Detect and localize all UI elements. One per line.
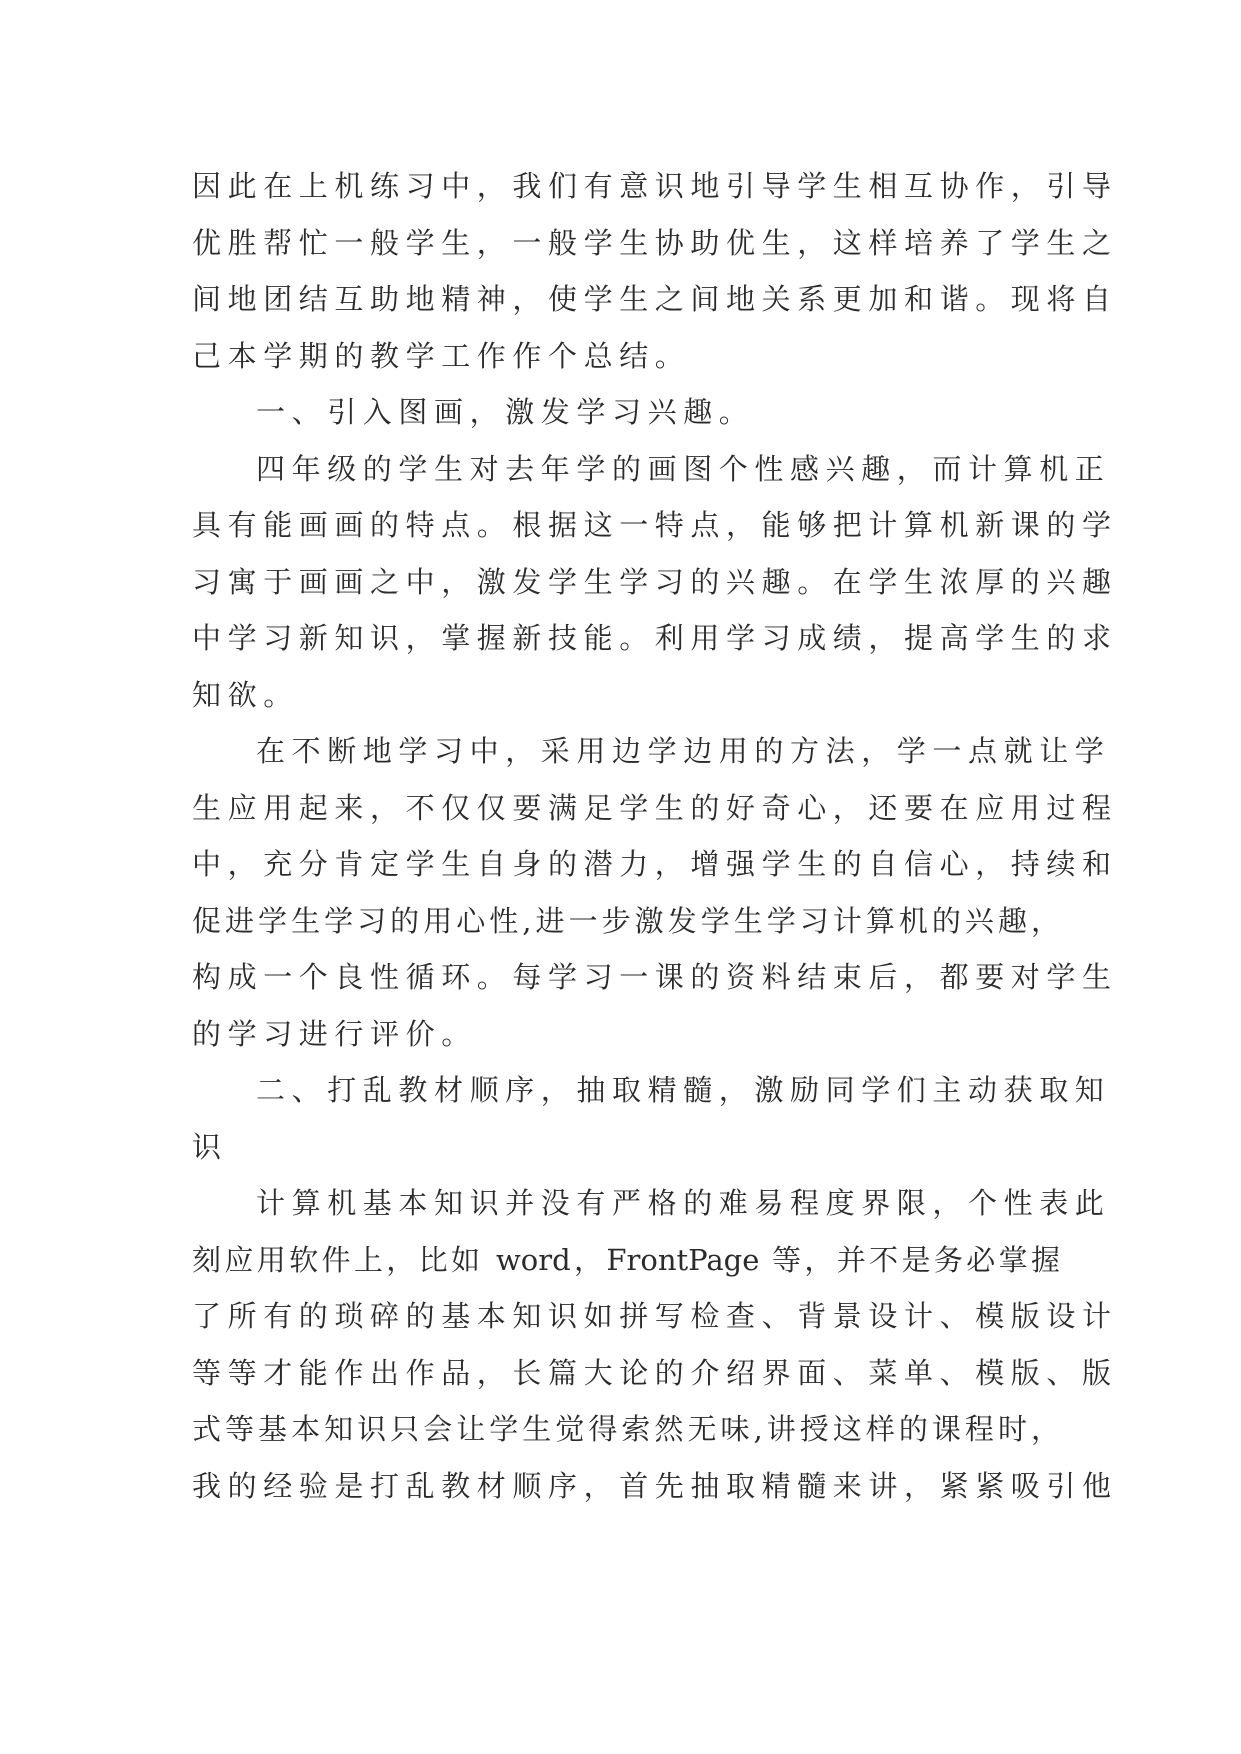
section-heading: 一、引入图画，激发学习兴趣。 — [256, 395, 755, 429]
text-line: 中学习新知识，掌握新技能。利用学习成绩，提高学生的求 — [192, 621, 1118, 655]
text-line: 计算机基本知识并没有严格的难易程度界限，个性表此 — [256, 1186, 1111, 1220]
text-line: 式等基本知识只会让学生觉得索然无味,讲授这样的课程时， — [192, 1412, 1060, 1446]
text-line: 优胜帮忙一般学生，一般学生协助优生，这样培养了学生之 — [192, 225, 1118, 260]
text-line: 的学习进行评价。 — [192, 1016, 477, 1051]
text-line: 生应用起来，不仅仅要满足学生的好奇心，还要在应用过程 — [192, 790, 1118, 825]
section-heading-continued: 识 — [192, 1129, 228, 1164]
text-line: 具有能画画的特点。根据这一特点，能够把计算机新课的学 — [192, 508, 1118, 542]
text-line: 知欲。 — [192, 677, 299, 712]
section-heading: 二、打乱教材顺序，抽取精髓，激励同学们主动获取知 — [256, 1073, 1111, 1107]
text-line: 刻应用软件上，比如 word，FrontPage 等，并不是务必掌握 — [192, 1242, 1060, 1277]
text-line: 间地团结互助地精神，使学生之间地关系更加和谐。现将自 — [192, 282, 1118, 316]
text-line: 促进学生学习的用心性,进一步激发学生学习计算机的兴趣， — [192, 903, 1060, 938]
text-line: 等等才能作出作品，长篇大论的介绍界面、菜单、模版、版 — [192, 1355, 1118, 1390]
text-line: 习寓于画画之中，激发学生学习的兴趣。在学生浓厚的兴趣 — [192, 564, 1118, 599]
text-line: 中，充分肯定学生自身的潜力，增强学生的自信心，持续和 — [192, 847, 1118, 881]
text-line: 了所有的琐碎的基本知识如拼写检查、背景设计、模版设计 — [192, 1299, 1118, 1333]
text-line: 己本学期的教学工作作个总结。 — [192, 338, 691, 373]
text-line: 因此在上机练习中，我们有意识地引导学生相互协作，引导 — [192, 169, 1118, 203]
document-body — [192, 158, 1118, 1514]
text-line: 四年级的学生对去年学的画图个性感兴趣，而计算机正 — [256, 451, 1111, 486]
text-line: 在不断地学习中，采用边学边用的方法，学一点就让学 — [256, 734, 1111, 768]
text-line: 构成一个良性循环。每学习一课的资料结束后，都要对学生 — [192, 960, 1118, 994]
text-line: 我的经验是打乱教材顺序，首先抽取精髓来讲，紧紧吸引他 — [192, 1468, 1118, 1503]
